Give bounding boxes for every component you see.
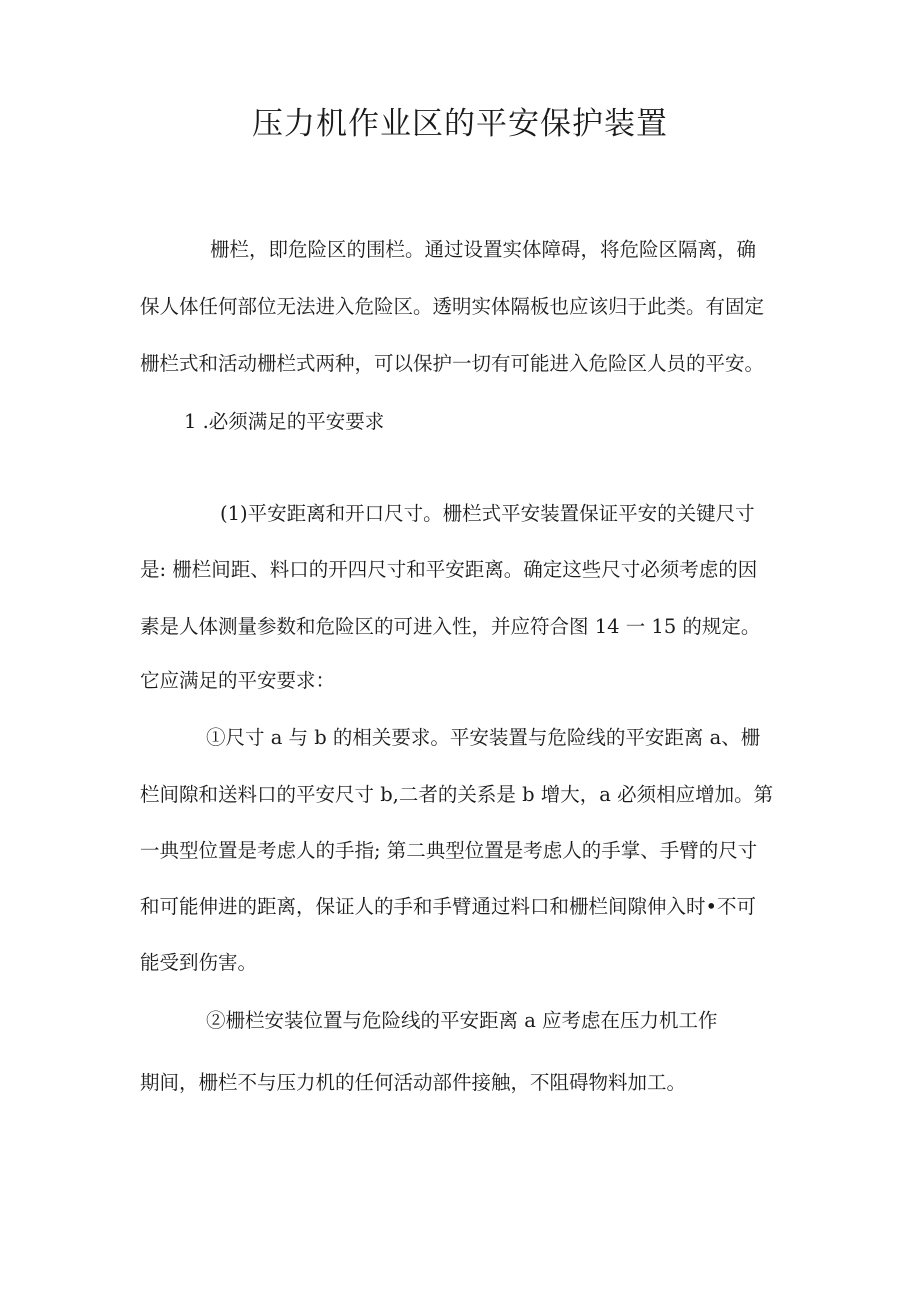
paragraph-line: 栅栏，即危险区的围栏。通过设置实体障碍，将危险区隔离，确 <box>210 238 757 261</box>
paragraph-line: 它应满足的平安要求： <box>140 669 336 692</box>
paragraph-line: 栅栏式和活动栅栏式两种，可以保护一切有可能进入危险区人员的平安。 <box>140 352 765 375</box>
paragraph-line: 和可能伸进的距离，保证人的手和手臂通过料口和栅栏间隙伸入时•不可 <box>140 895 757 918</box>
section-heading: 1 .必须满足的平安要求 <box>184 410 385 433</box>
paragraph-line: 栏间隙和送料口的平安尺寸 b,二者的关系是 b 增大，a 必须相应增加。第 <box>140 783 774 806</box>
paragraph-line: (1)平安距离和开口尺寸。栅栏式平安装置保证平安的关键尺寸 <box>220 502 755 525</box>
paragraph-line: ②栅栏安装位置与危险线的平安距离 a 应考虑在压力机工作 <box>206 1009 718 1032</box>
paragraph-line: 保人体任何部位无法进入危险区。透明实体隔板也应该归于此类。有固定 <box>140 295 765 318</box>
document-title: 压力机作业区的平安保护装置 <box>252 106 668 142</box>
paragraph-line: 素是人体测量参数和危险区的可进入性，并应符合图 14 一 15 的规定。 <box>140 615 761 638</box>
paragraph-line: 一典型位置是考虑人的手指; 第二典型位置是考虑人的手掌、手臂的尺寸 <box>140 839 758 862</box>
paragraph-line: 期间，栅栏不与压力机的任何活动部件接触，不阻碍物料加工。 <box>140 1071 687 1094</box>
paragraph-line: 能受到伤害。 <box>140 951 258 974</box>
paragraph-line: 是: 栅栏间距、料口的开四尺寸和平安距离。确定这些尺寸必须考虑的因 <box>140 558 758 581</box>
paragraph-line: ①尺寸 a 与 b 的相关要求。平安装置与危险线的平安距离 a、栅 <box>206 726 761 749</box>
